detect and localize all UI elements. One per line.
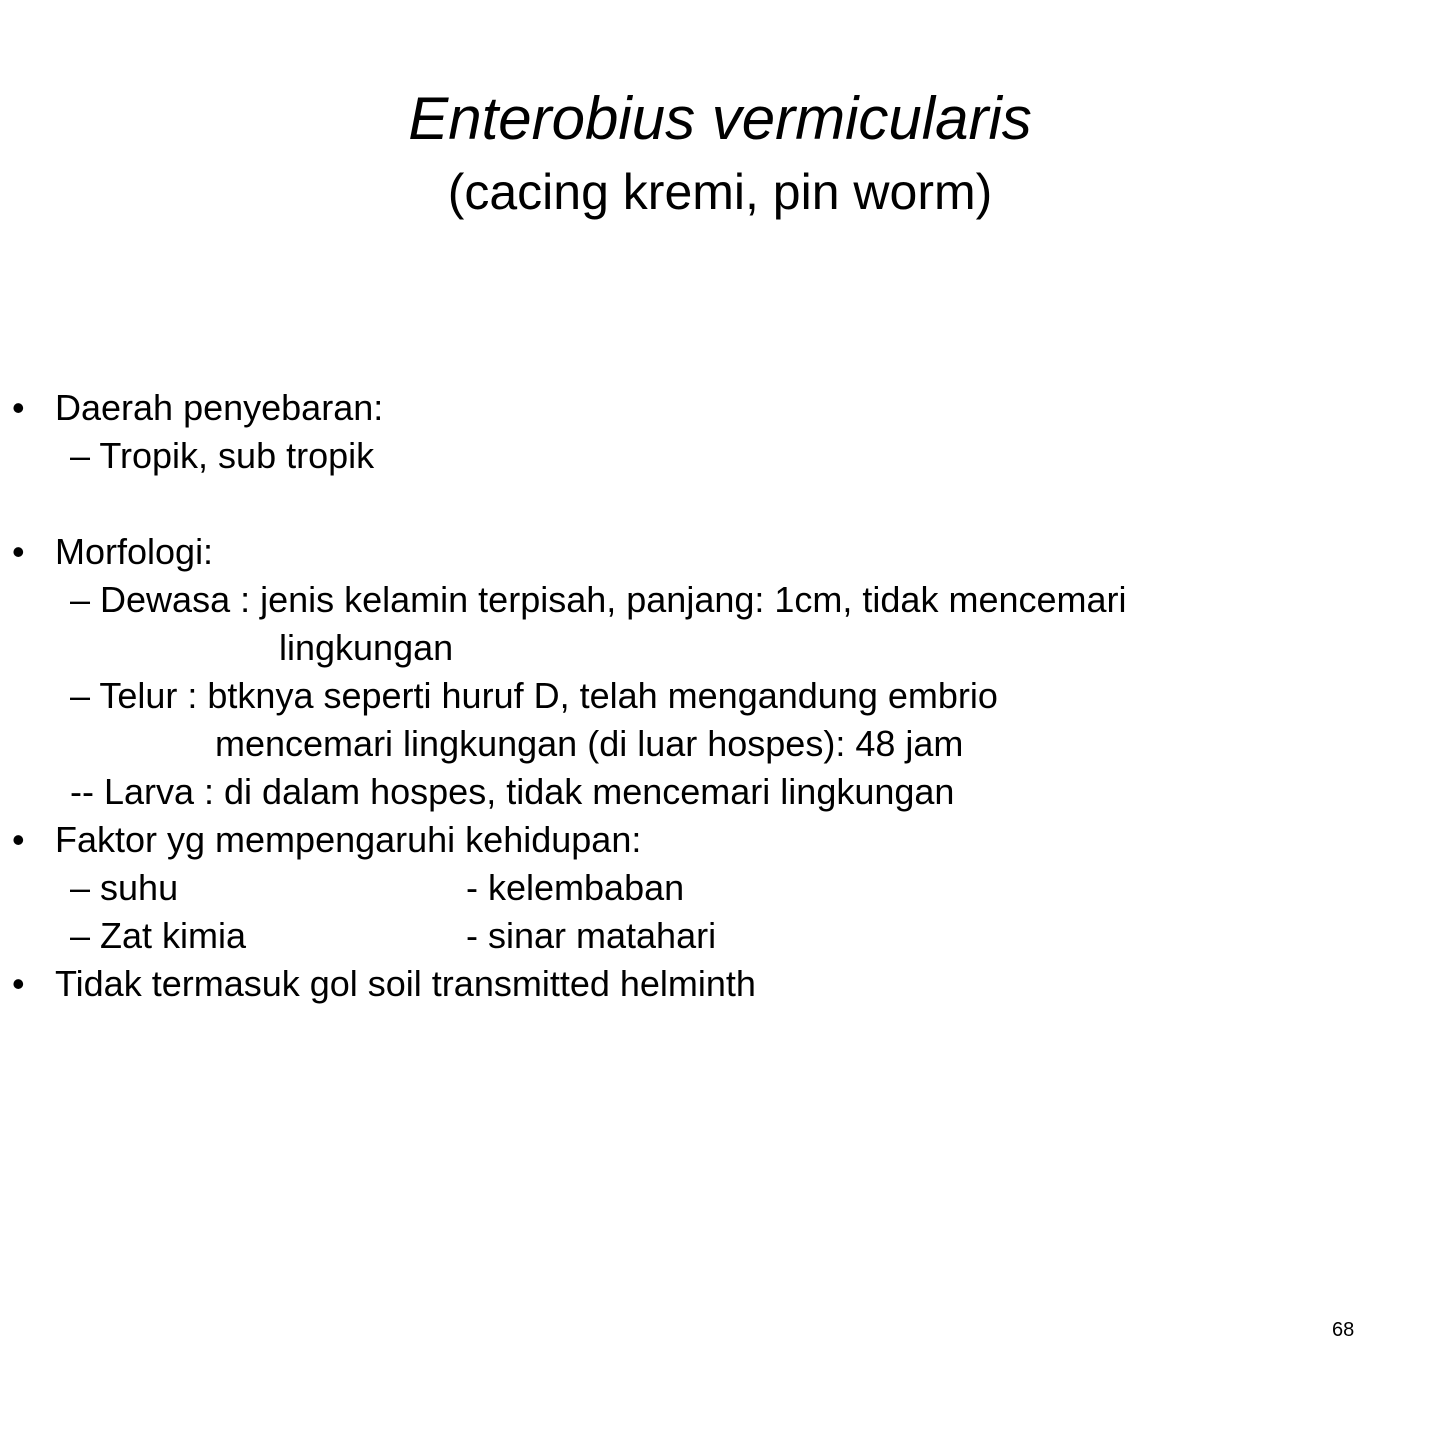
bullet-heading-soil: Tidak termasuk gol soil transmitted helminth (55, 963, 756, 1004)
sub-item-dewasa-cont: lingkungan (279, 627, 454, 668)
slide-title: Enterobius vermicularis (408, 85, 1032, 152)
bullet-heading-daerah: Daerah penyebaran: (55, 387, 384, 428)
sub-item-larva: -- Larva : di dalam hospes, tidak mencemari lingkungan (70, 771, 955, 812)
factor-suhu: – suhu (70, 867, 179, 908)
sub-item-tropik: – Tropik, sub tropik (70, 435, 375, 476)
bullet-marker: • (12, 387, 25, 428)
bullet-heading-faktor: Faktor yg mempengaruhi kehidupan: (55, 819, 642, 860)
sub-item-telur-cont: mencemari lingkungan (di luar hospes): 48 jam (215, 723, 964, 764)
sub-item-telur: – Telur : btknya seperti huruf D, telah mengandung embrio (70, 675, 998, 716)
bullet-marker: • (12, 819, 25, 860)
bullet-marker: • (12, 963, 25, 1004)
bullet-heading-morfologi: Morfologi: (55, 531, 214, 572)
slide-subtitle: (cacing kremi, pin worm) (447, 164, 993, 220)
bullet-marker: • (12, 531, 25, 572)
factor-kelembaban: - kelembaban (466, 867, 685, 908)
page-number: 68 (1332, 1319, 1355, 1341)
factor-zat-kimia: – Zat kimia (70, 915, 247, 956)
sub-item-dewasa: – Dewasa : jenis kelamin terpisah, panjang: 1cm, tidak mencemari (70, 579, 1127, 620)
factor-sinar-matahari: - sinar matahari (466, 915, 717, 956)
